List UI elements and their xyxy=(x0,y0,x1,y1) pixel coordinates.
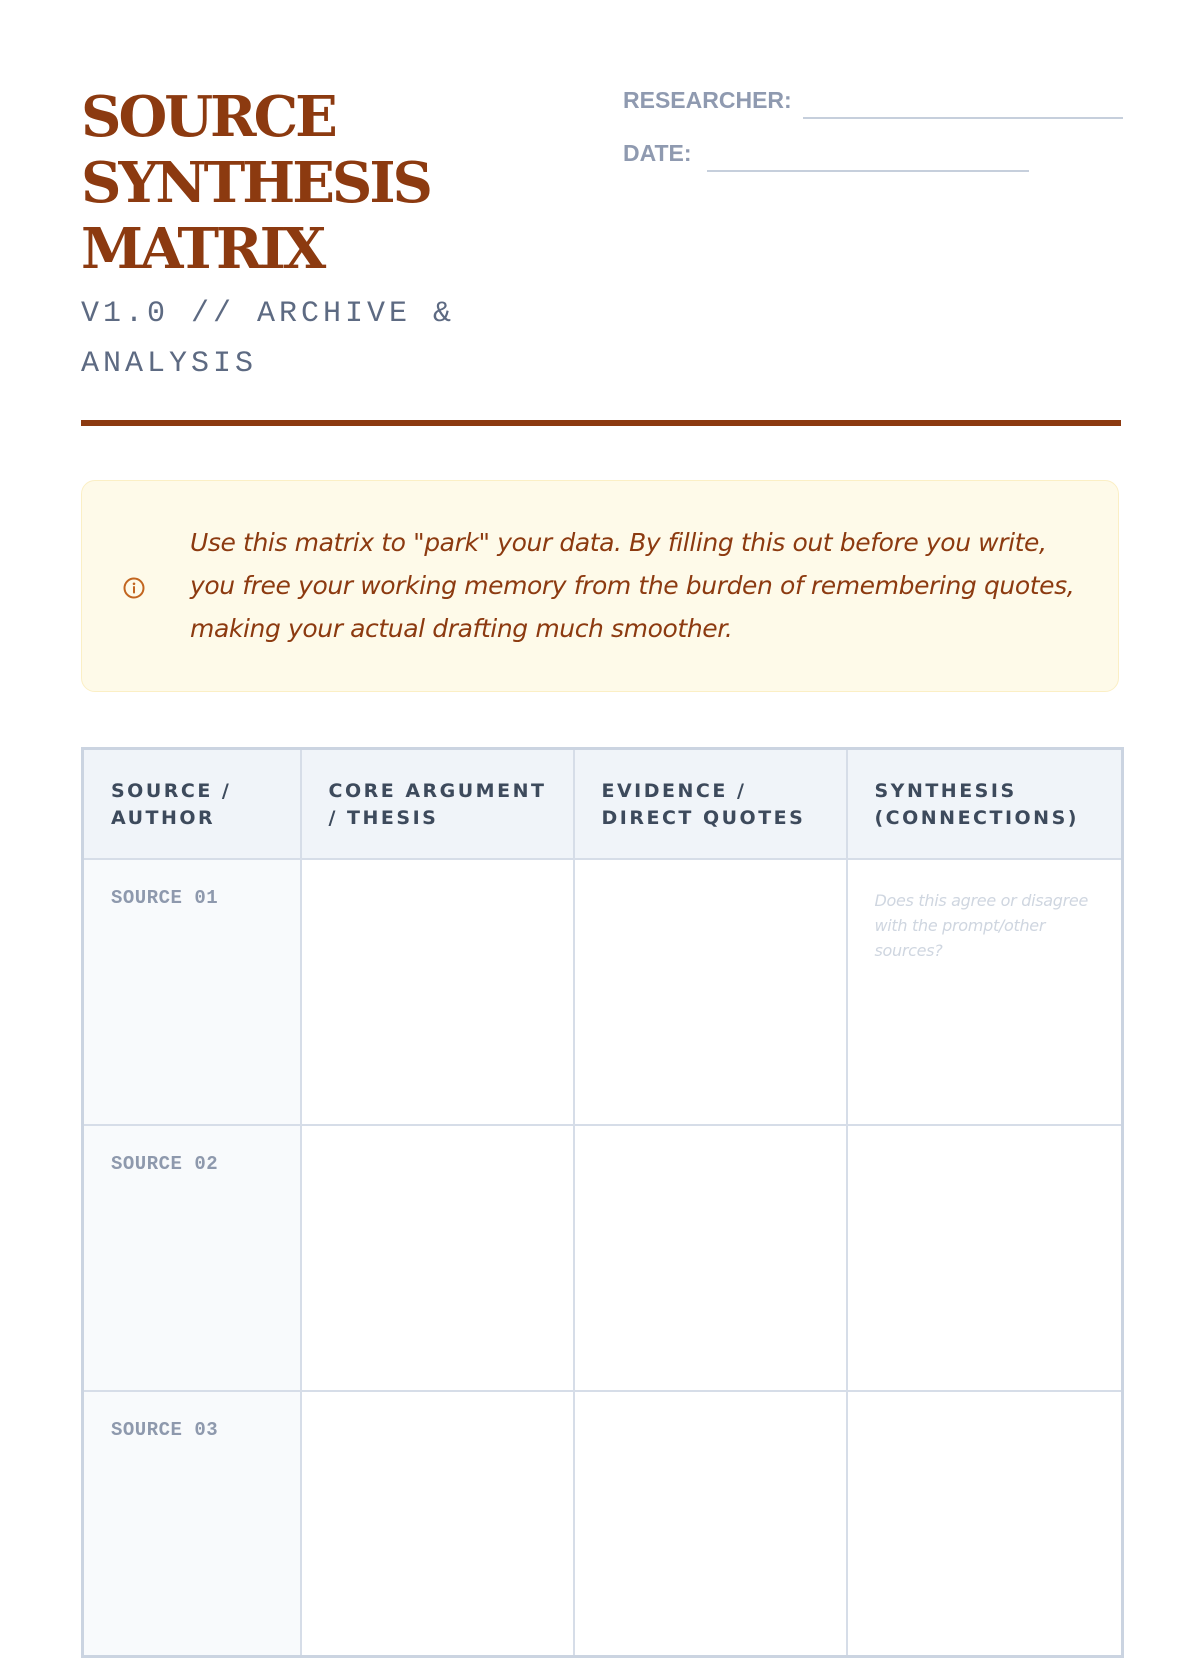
evidence-cell[interactable] xyxy=(574,1125,847,1391)
argument-cell[interactable] xyxy=(301,859,574,1125)
table-row xyxy=(83,859,1123,1125)
synthesis-matrix-table xyxy=(81,747,1124,1658)
source-label-cell: SOURCE 02 xyxy=(83,1125,301,1391)
synthesis-cell[interactable] xyxy=(847,1391,1123,1657)
instruction-note xyxy=(81,480,1119,692)
title-line: SOURCE xyxy=(81,84,335,150)
table-row xyxy=(83,1391,1123,1657)
page-header xyxy=(81,0,1121,430)
column-header-source: SOURCE / AUTHOR xyxy=(83,749,301,859)
instruction-text: Use this matrix to "park" your data. By filling this out before you write, you free your working memory from the burden of remembering quotes, making your actual drafting much smoother. xyxy=(190,528,1075,643)
researcher-label: RESEARCHER: xyxy=(623,87,792,113)
date-input-line[interactable] xyxy=(707,170,1029,172)
info-icon xyxy=(123,577,145,599)
worksheet-page xyxy=(81,0,1121,1441)
argument-cell[interactable] xyxy=(301,1391,574,1657)
source-label-cell: SOURCE 03 xyxy=(83,1391,301,1657)
column-header-argument: CORE ARGUMENT / THESIS xyxy=(301,749,574,859)
table-header-row xyxy=(83,749,1123,859)
evidence-cell[interactable] xyxy=(574,859,847,1125)
page-subtitle: V1.0 // ARCHIVE & ANALYSIS xyxy=(81,297,456,381)
researcher-input-line[interactable] xyxy=(803,117,1123,119)
column-header-evidence: EVIDENCE / DIRECT QUOTES xyxy=(574,749,847,859)
title-line: MATRIX xyxy=(81,216,324,282)
synthesis-cell[interactable]: Does this agree or disagree with the prompt/other sources? xyxy=(847,859,1123,1125)
header-divider xyxy=(81,420,1121,426)
evidence-cell[interactable] xyxy=(574,1391,847,1657)
title-line: SYNTHESIS xyxy=(81,150,430,216)
column-header-synthesis: SYNTHESIS (CONNECTIONS) xyxy=(847,749,1123,859)
source-label-cell: SOURCE 01 xyxy=(83,859,301,1125)
argument-cell[interactable] xyxy=(301,1125,574,1391)
date-label: DATE: xyxy=(623,140,692,166)
table-row xyxy=(83,1125,1123,1391)
synthesis-cell[interactable] xyxy=(847,1125,1123,1391)
page-title xyxy=(81,84,601,282)
